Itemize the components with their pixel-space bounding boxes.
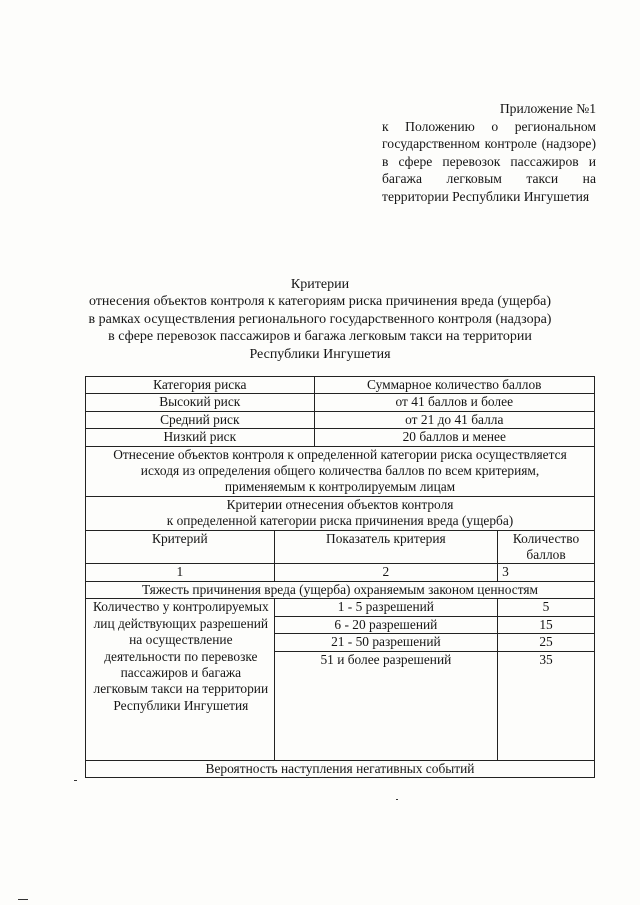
risk-table-header	[86, 377, 595, 394]
heading-line: отнесения объектов контроля к категориям риска причинения вреда (ущерба)	[88, 294, 552, 310]
column-number: 3	[498, 564, 595, 581]
table-row	[86, 446, 595, 496]
scan-speck	[396, 799, 398, 800]
document-heading	[70, 276, 570, 363]
appendix-title: Приложение №1	[499, 101, 596, 116]
heading-line: в сфере перевозок пассажиров и багажа легковым такси на территории	[108, 329, 532, 345]
scan-speck	[18, 899, 28, 900]
criteria-title-cell	[86, 496, 595, 530]
risk-category-cell: Высокий риск	[86, 394, 315, 411]
indicator-cell: 1 - 5 разрешений	[274, 599, 497, 616]
table-row	[86, 411, 595, 428]
indicator-cell: 51 и более разрешений	[274, 651, 497, 760]
heading-title: Критерии	[290, 277, 350, 292]
column-header: Показатель критерия	[274, 530, 497, 564]
column-header: Суммарное количество баллов	[314, 377, 594, 394]
criteria-title-line: Критерии отнесения объектов контроля	[226, 496, 454, 512]
heading-line: в рамках осуществления регионального государственного контроля (надзора)	[88, 311, 552, 327]
indicator-cell: 6 - 20 разрешений	[274, 616, 497, 633]
heading-line: Республики Ингушетия	[249, 346, 391, 362]
column-header: Критерий	[86, 530, 275, 564]
risk-points-cell: от 21 до 41 балла	[314, 411, 594, 428]
risk-points-cell: от 41 баллов и более	[314, 394, 594, 411]
risk-category-cell: Средний риск	[86, 411, 315, 428]
table-row	[86, 496, 595, 530]
points-cell: 5	[498, 599, 595, 616]
table-row	[86, 581, 595, 598]
column-number: 2	[274, 564, 497, 581]
table-row	[86, 429, 595, 446]
risk-category-cell: Низкий риск	[86, 429, 315, 446]
column-header: Количество баллов	[498, 530, 595, 564]
points-cell: 25	[498, 634, 595, 651]
criterion-cell: Количество у контролируемых лиц действующих разрешений на осуществление деятельности по перевозке пассажиров и багажа легковым такси на территории Республики Ингушетия	[86, 599, 275, 760]
table-row	[86, 599, 595, 616]
criteria-title-line: к определенной категории риска причинения вреда (ущерба)	[166, 513, 514, 529]
indicator-cell: 21 - 50 разрешений	[274, 634, 497, 651]
appendix-body: к Положению о региональном государственном контроле (надзоре) в сфере перевозок пассажиров и багажа легковым такси на территории Республики Ингушетия	[382, 118, 596, 204]
criteria-table-header	[86, 530, 595, 564]
risk-points-cell: 20 баллов и менее	[314, 429, 594, 446]
column-number: 1	[86, 564, 275, 581]
note-cell: Отнесение объектов контроля к определенной категории риска осуществляется исходя из определения общего количества баллов по всем критериям, применяемым к контролируемым лицам	[86, 446, 595, 496]
column-header: Категория риска	[86, 377, 315, 394]
severity-title-cell: Тяжесть причинения вреда (ущерба) охраняемым законом ценностям	[86, 581, 595, 598]
risk-criteria-table	[85, 376, 595, 778]
probability-title-cell: Вероятность наступления негативных событий	[86, 760, 595, 777]
table-row	[86, 394, 595, 411]
scan-speck	[74, 780, 77, 781]
points-cell: 35	[498, 651, 595, 760]
appendix-note	[382, 100, 596, 206]
points-cell: 15	[498, 616, 595, 633]
table-row	[86, 760, 595, 777]
table-row	[86, 564, 595, 581]
